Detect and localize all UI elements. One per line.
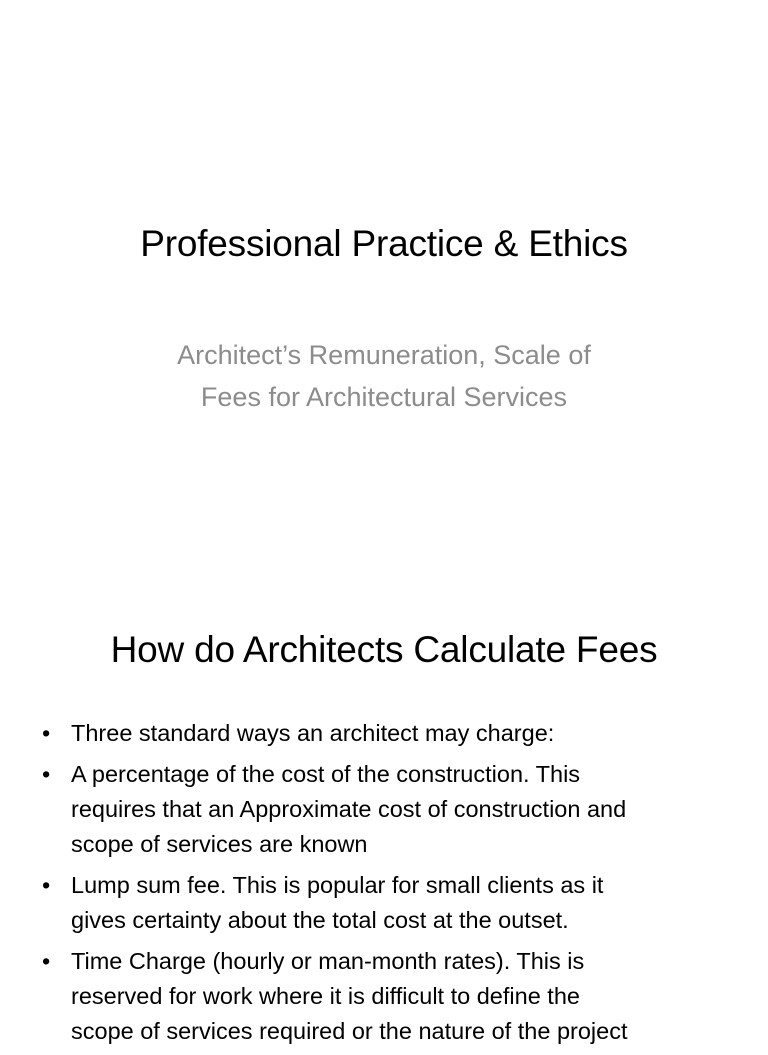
bullet-line: Time Charge (hourly or man-month rates). This is: [71, 948, 585, 974]
bullet-line: gives certainty about the total cost at the outset.: [71, 907, 569, 933]
bullet-item: [42, 757, 732, 862]
bullet-line: scope of services are known: [71, 831, 368, 857]
bullet-text: [71, 944, 732, 1049]
bullet-line: Three standard ways an architect may charge:: [71, 720, 555, 746]
subtitle-line: Fees for Architectural Services: [200, 382, 568, 412]
bullet-item: [42, 944, 732, 1049]
bullet-text: [71, 868, 732, 938]
slide-heading: How do Architects Calculate Fees: [110, 629, 658, 670]
bullet-item: [42, 868, 732, 938]
subtitle-line: Architect’s Remuneration, Scale of: [177, 340, 591, 370]
bullet-icon: •: [42, 872, 51, 898]
bullet-text: [71, 716, 732, 751]
bullet-line: requires that an Approximate cost of construction and: [71, 796, 627, 822]
bullet-icon: •: [42, 948, 51, 974]
bullet-line: scope of services required or the nature of the project: [71, 1018, 628, 1044]
bullet-icon: •: [42, 761, 51, 787]
bullet-icon: •: [42, 720, 51, 746]
bullet-line: reserved for work where it is difficult to define the: [71, 983, 580, 1009]
bullet-line: A percentage of the cost of the construction. This: [71, 761, 581, 787]
bullet-line: Lump sum fee. This is popular for small clients as it: [71, 872, 604, 898]
page-subtitle: [0, 334, 768, 418]
bullet-item: [42, 716, 732, 751]
bullet-text: [71, 757, 732, 862]
bullet-list: [42, 716, 732, 1055]
page-title: Professional Practice & Ethics: [140, 223, 628, 264]
slide-fees: [0, 576, 768, 1044]
